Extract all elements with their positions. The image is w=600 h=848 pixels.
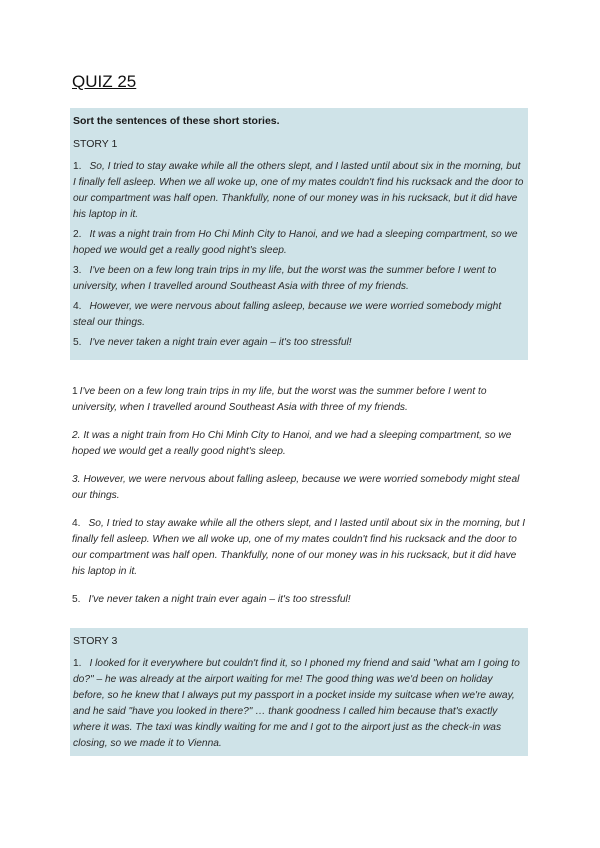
sentence-number: 2. (73, 229, 82, 240)
story-1-label: STORY 1 (73, 138, 118, 150)
sentence-text: So, I tried to stay awake while all the others slept, and I lasted until about six in the morning, but I finally fell asleep. When we all woke up, one of my mates couldn't find his rucksack and the door to our compartment was half open. Thankfully, none of our money was in his rucksack, but it did have his laptop in it. (73, 161, 524, 220)
story-1-answer-list (72, 384, 530, 620)
answer-text: However, we were nervous about falling asleep, because we were worried somebody might steal our things. (72, 474, 520, 501)
answer-text: I've never taken a night train ever again – it's too stressful! (88, 594, 351, 605)
story-1-sentence-3 (73, 263, 524, 295)
answer-text: I've been on a few long train trips in my life, but the worst was the summer before I went to university, when I travelled around Southeast Asia with three of my friends. (72, 386, 487, 413)
answer-number: 5. (72, 594, 81, 605)
page-title: QUIZ 25 (72, 72, 137, 91)
sentence-number: 3. (73, 265, 82, 276)
instructions: Sort the sentences of these short stories. (73, 115, 280, 127)
answer-number: 3. (72, 474, 81, 485)
answer-item-4 (72, 516, 530, 580)
story-3-sentence-1 (73, 656, 524, 752)
sentence-number: 5. (73, 337, 82, 348)
sentence-number: 1. (73, 161, 82, 172)
answer-number: 4. (72, 518, 81, 529)
story-1-sentence-2 (73, 227, 524, 259)
answer-item-1 (72, 384, 530, 416)
answer-number: 2. (72, 430, 81, 441)
story-1-sentence-5 (73, 335, 524, 351)
sentence-text: It was a night train from Ho Chi Minh City to Hanoi, and we had a sleeping compartment, so we hoped we would get a really good night's sleep. (73, 229, 518, 256)
story-1-sentence-1 (73, 159, 524, 223)
sentence-text: I've been on a few long train trips in my life, but the worst was the summer before I went to university, when I travelled around Southeast Asia with three of my friends. (73, 265, 497, 292)
answer-item-2 (72, 428, 530, 460)
answer-item-3 (72, 472, 530, 504)
story-1-box (70, 108, 528, 360)
sentence-text: I looked for it everywhere but couldn't find it, so I phoned my friend and said "what am I going to do?" – he was already at the airport waiting for me! The good thing was we'd been on holiday before, so he knew that I always put my passport in a pocket inside my suitcase when we're away, and he said "have you looked in there?" … thank goodness I called him because that's exactly where it was. The taxi was kindly waiting for me and I got to the airport just as the check-in was closing, so we made it to Vienna. (73, 658, 520, 749)
sentence-text: I've never taken a night train ever again – it's too stressful! (89, 337, 352, 348)
sentence-number: 4. (73, 301, 82, 312)
story-1-sentence-4 (73, 299, 524, 331)
answer-text: So, I tried to stay awake while all the others slept, and I lasted until about six in the morning, but I finally fell asleep. When we all woke up, one of my mates couldn't find his rucksack and the door to our compartment was half open. Thankfully, none of our money was in his rucksack, but it did have his laptop in it. (72, 518, 526, 577)
answer-text: It was a night train from Ho Chi Minh City to Hanoi, and we had a sleeping compartment, so we hoped we would get a really good night's sleep. (72, 430, 512, 457)
story-3-label: STORY 3 (73, 635, 118, 647)
sentence-number: 1. (73, 658, 82, 669)
answer-number: 1 (72, 386, 78, 397)
story-3-box (70, 628, 528, 756)
answer-item-5 (72, 592, 530, 608)
sentence-text: However, we were nervous about falling asleep, because we were worried somebody might steal our things. (73, 301, 502, 328)
